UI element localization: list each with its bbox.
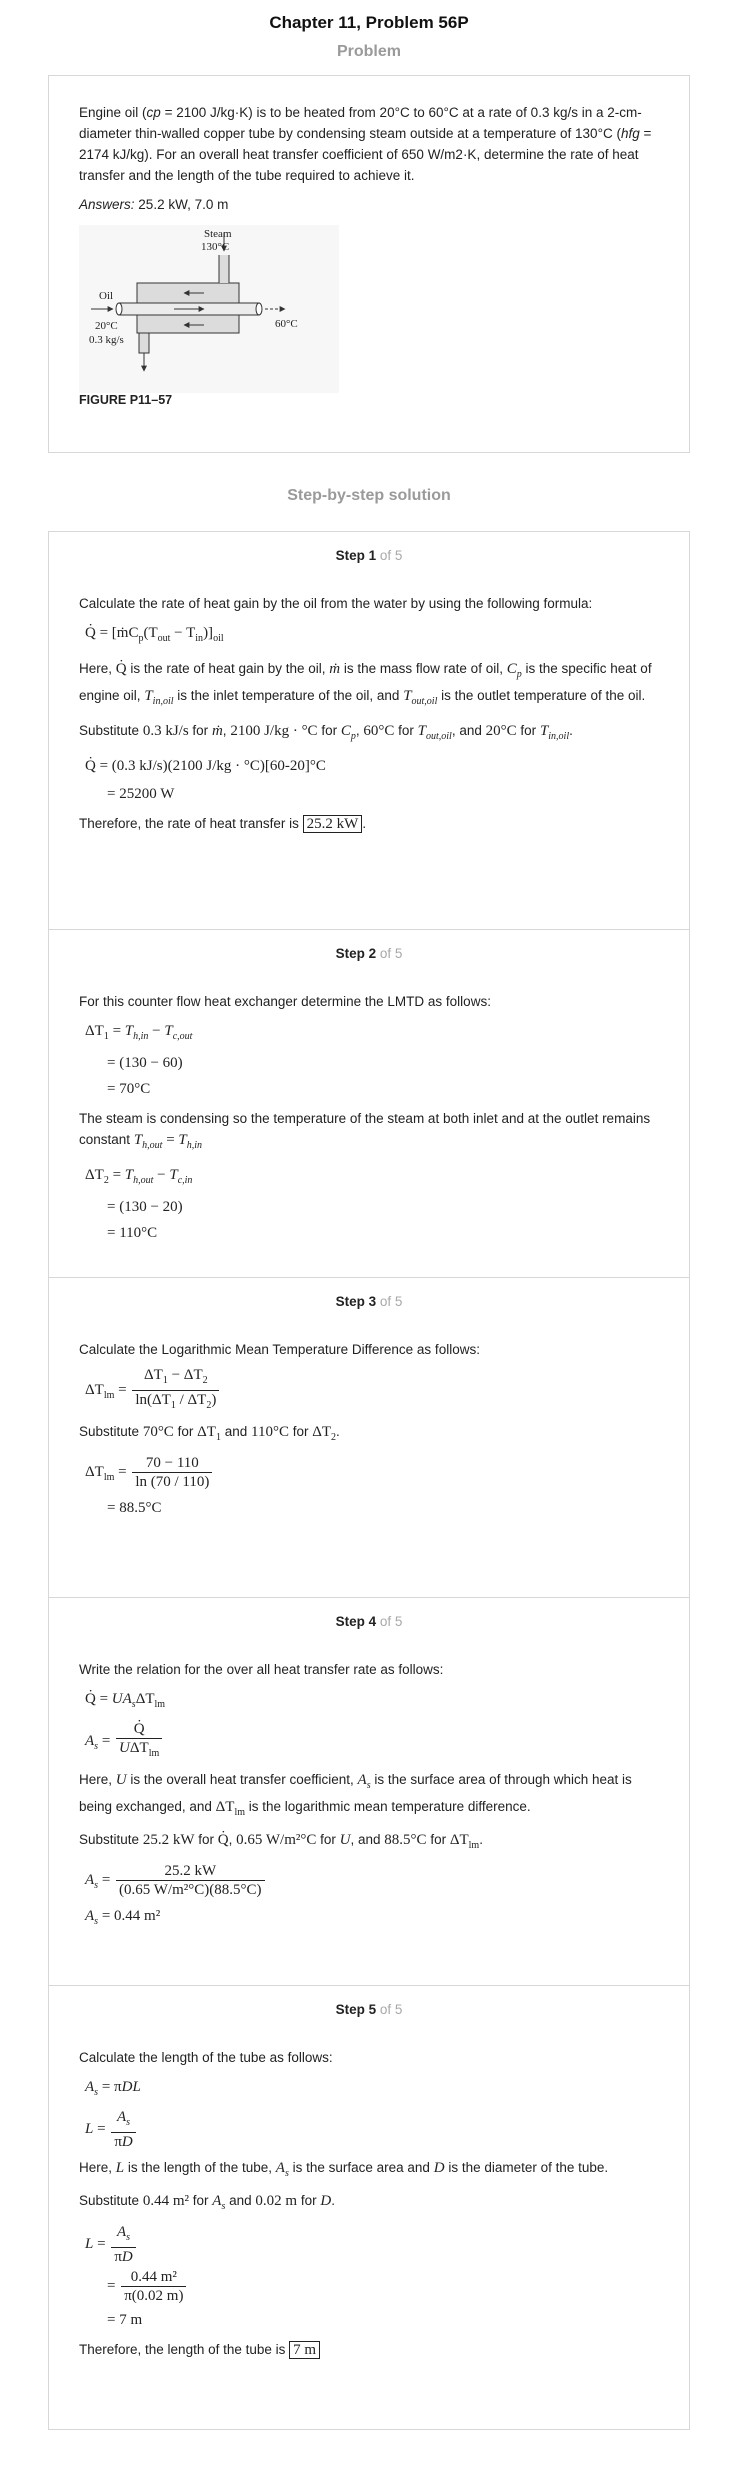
step-4-result: $A_s = 0.44$ m²: [85, 1908, 161, 1927]
step-1-here: Here, Q̇ is the rate of heat gain by the oil, ṁ is the mass flow rate of oil, $C_p$ is the specific heat of engine oil, $T_{in,oil}$ is the inlet temperature of the oil, and $T_{out,oil}$ is the outlet temperature of the oil.: [79, 661, 652, 707]
step-1-substitute: Substitute 0.3 kJ/s for ṁ, 2100 J/kg · °C for $C_p$, 60°C for $T_{out,oil}$, and 20°C for $T_{in,oil}$.: [79, 723, 573, 742]
step-5-conclusion: Therefore, the length of the tube is 7 m: [79, 2339, 659, 2361]
step-4-intro: Write the relation for the over all heat transfer rate as follows:: [79, 1662, 444, 1677]
step-5-area-relation: $A_s = \pi DL$: [85, 2079, 141, 2098]
answers-line: Answers: 25.2 kW, 7.0 m: [79, 197, 229, 212]
step-1-calc-1: Q̇ = (0.3 kJ/s)(2100 J/kg · °C)[60-20]°C: [85, 758, 326, 774]
step-4-area-formula: $A_s$ = $\frac{Q̇}{U\Delta T_{lm}}$: [85, 1720, 659, 1763]
step-1-header: Step 1 of 5: [335, 548, 403, 563]
solution-section-title: Step-by-step solution: [287, 487, 451, 504]
problem-card: [48, 75, 690, 453]
step-1-conclusion: Therefore, the rate of heat transfer is 25.2 kW .: [79, 816, 367, 832]
step-1-formula: Q̇ = $[ṁC_p(T_{out} - T_{in})]_{oil}$: [85, 625, 224, 644]
step-4-calc: $A_s$ = $\frac{25.2 kW}{\text{(0.65 W/m²°C)(88.5°C)}}$: [85, 1862, 659, 1899]
step-3-result: = 88.5°C: [107, 1500, 162, 1516]
step-5-substitute: Substitute 0.44 m² for $A_s$ and 0.02 m for D.: [79, 2193, 335, 2212]
oil-outlet-temp-label: 60°C: [275, 318, 298, 330]
step-3-calc: $\Delta T_{lm}$ = $\frac{70 - 110}{\ln (70 / 110)}$: [85, 1454, 659, 1491]
oil-label: Oil: [99, 290, 114, 302]
step-2-dt1-sub: = (130 − 60): [107, 1055, 183, 1071]
step-4: [49, 1598, 689, 1986]
oil-rate-label: 0.3 kg/s: [89, 334, 124, 346]
step-3: [49, 1278, 689, 1598]
step-2-header: Step 2 of 5: [335, 946, 403, 961]
step-5-here: Here, L is the length of the tube, $A_s$ is the surface area and D is the diameter of the tube.: [79, 2160, 609, 2179]
steam-label: Steam: [204, 228, 232, 240]
step-2-note: The steam is condensing so the temperature of the steam at both inlet and at the outlet remains constant $T_{h,out} = T_{h,in}$: [79, 1111, 651, 1151]
oil-inlet-temp-label: 20°C: [95, 320, 118, 332]
step-5-length-formula: L = $\frac{A_s}{\pi D}$: [85, 2108, 659, 2151]
steam-temp-label: 130°C: [201, 241, 230, 253]
step-3-lmtd-formula: $\Delta T_{lm}$ = $\frac{\Delta T_1 - \Delta T_2}{\ln(\Delta T_1 / \Delta T_2)}$: [85, 1366, 659, 1415]
solution-steps: [48, 531, 690, 2430]
step-5-intro: Calculate the length of the tube as follows:: [79, 2050, 333, 2065]
step-1-answer: 25.2 kW: [303, 815, 363, 833]
problem-text: Engine oil (cp = 2100 J/kg·K) is to be heated from 20°C to 60°C at a rate of 0.3 kg/s in a 2-cm-diameter thin-walled copper tube by condensing steam outside at a temperature of 130°C (hfg = 2174 kJ/kg). For an overall heat transfer coefficient of 650 W/m2·K, determine the rate of heat transfer and the length of the tube required to achieve it.: [79, 105, 652, 183]
step-1: [49, 532, 689, 930]
step-5-answer: 7 m: [289, 2341, 320, 2359]
step-4-substitute: Substitute 25.2 kW for Q̇, 0.65 W/m²°C for U, and 88.5°C for $\Delta T_{lm}$.: [79, 1832, 483, 1851]
step-5-header: Step 5 of 5: [335, 2002, 403, 2017]
step-2-dt2-sub: = (130 − 20): [107, 1199, 183, 1215]
step-4-header: Step 4 of 5: [335, 1614, 403, 1629]
step-2: [49, 930, 689, 1278]
figure-caption: FIGURE P11–57: [79, 393, 173, 407]
step-1-calc-2: = 25200 W: [107, 786, 175, 802]
step-3-intro: Calculate the Logarithmic Mean Temperature Difference as follows:: [79, 1342, 480, 1357]
step-4-here: Here, U is the overall heat transfer coefficient, $A_s$ is the surface area of through which heat is being exchanged, and $\Delta T_{lm}$ is the logarithmic mean temperature difference.: [79, 1772, 632, 1818]
problem-section-title: Problem: [336, 43, 401, 60]
step-3-header: Step 3 of 5: [335, 1294, 403, 1309]
step-5-calc: = $\frac{\text{0.44 m²}}{\pi(0.02 m)}$: [107, 2268, 659, 2305]
step-1-intro: Calculate the rate of heat gain by the oil from the water by using the following formula:: [79, 596, 593, 611]
step-2-dt2-result: = 110°C: [107, 1225, 158, 1241]
problem-figure: [79, 225, 339, 393]
step-4-relation: Q̇ = $UA_s\Delta T_{lm}$: [85, 1691, 166, 1710]
heat-exchanger-diagram: [79, 225, 339, 393]
step-5-length-formula-2: L = $\frac{A_s}{\pi D}$: [85, 2223, 659, 2266]
step-3-substitute: Substitute 70°C for $\Delta T_1$ and 110°C for $\Delta T_2$.: [79, 1424, 340, 1443]
step-2-intro: For this counter flow heat exchanger determine the LMTD as follows:: [79, 994, 491, 1009]
step-2-dt1-result: = 70°C: [107, 1081, 151, 1097]
step-2-dt1-def: $\Delta T_1 = T_{h,in} - T_{c,out}$: [85, 1023, 193, 1042]
step-5-result: = 7 m: [107, 2312, 143, 2328]
step-5: [49, 1986, 689, 2429]
step-2-dt2-def: $\Delta T_2 = T_{h,out} - T_{c,in}$: [85, 1167, 193, 1186]
page-title: Chapter 11, Problem 56P: [269, 13, 469, 32]
